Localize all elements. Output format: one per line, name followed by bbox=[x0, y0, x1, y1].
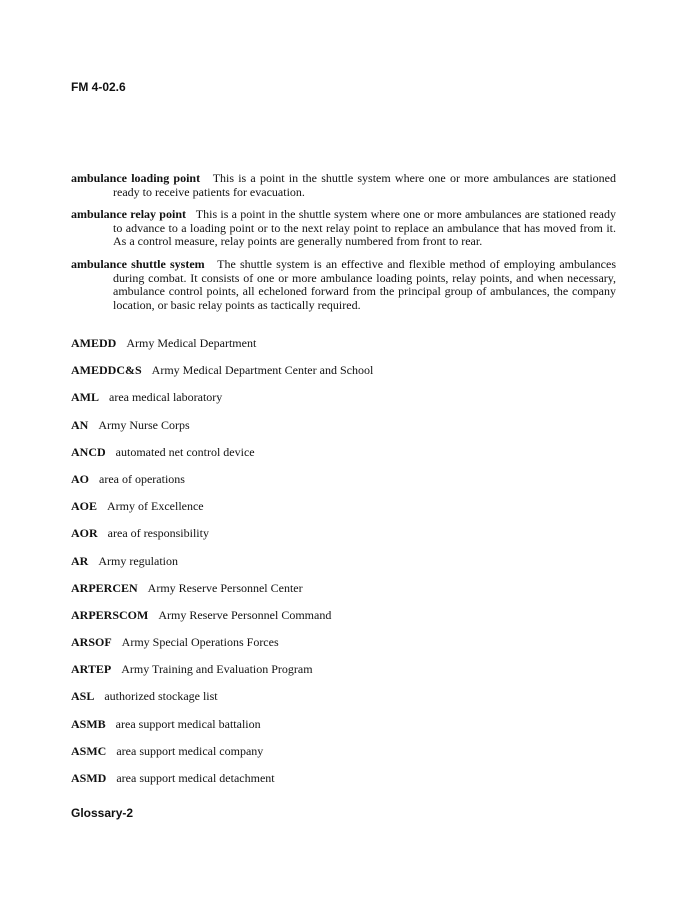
abbreviation-text: Army Training and Evaluation Program bbox=[121, 662, 313, 677]
abbreviation-entry bbox=[71, 390, 616, 417]
definition-text: This is a point in the shuttle system where one or more ambulances are stationed ready to receive patients for evacuation. bbox=[113, 171, 616, 199]
abbreviation-text: automated net control device bbox=[115, 444, 255, 459]
abbreviation-term: ASMB bbox=[71, 716, 106, 731]
abbreviation-entry bbox=[71, 608, 616, 635]
abbreviation-text: Army of Excellence bbox=[107, 499, 204, 514]
abbreviation-term: AR bbox=[71, 553, 89, 568]
abbreviations-list bbox=[71, 336, 616, 798]
abbreviation-text: area support medical company bbox=[116, 743, 264, 758]
definition-entry bbox=[71, 172, 616, 199]
abbreviation-text: Army Medical Department Center and School bbox=[151, 363, 374, 378]
abbreviation-entry bbox=[71, 717, 616, 744]
abbreviation-text: Army regulation bbox=[98, 553, 178, 568]
abbreviation-text: area support medical battalion bbox=[115, 716, 261, 731]
definition-term: ambulance relay point bbox=[71, 207, 186, 222]
abbreviation-entry bbox=[71, 336, 616, 363]
abbreviation-term: ANCD bbox=[71, 444, 106, 459]
abbreviation-text: Army Reserve Personnel Command bbox=[158, 607, 332, 622]
abbreviation-term: AO bbox=[71, 471, 89, 486]
definition-entry bbox=[71, 208, 616, 249]
abbreviation-entry bbox=[71, 771, 616, 798]
abbreviation-term: AOR bbox=[71, 526, 98, 541]
abbreviation-term: AML bbox=[71, 390, 99, 405]
abbreviation-text: Army Medical Department bbox=[126, 336, 257, 350]
abbreviation-term: ASMD bbox=[71, 771, 107, 785]
abbreviation-entry bbox=[71, 363, 616, 390]
abbreviation-entry bbox=[71, 418, 616, 445]
page-footer-label: Glossary-2 bbox=[71, 806, 134, 820]
abbreviation-term: AOE bbox=[71, 499, 98, 514]
abbreviation-entry bbox=[71, 445, 616, 472]
abbreviation-entry bbox=[71, 472, 616, 499]
definition-text: The shuttle system is an effective and flexible method of employing ambulances during combat. It consists of one or more ambulance loading points, relay points, and when necessary, ambulance control points, all echeloned forward from the principal group of ambulances, the company location, or basic relay points as tactically required. bbox=[113, 256, 616, 312]
abbreviation-text: area of responsibility bbox=[107, 526, 209, 541]
abbreviation-term: ASL bbox=[71, 689, 95, 704]
definitions-list bbox=[71, 172, 616, 321]
abbreviation-entry bbox=[71, 744, 616, 771]
page-header-doc-id: FM 4-02.6 bbox=[71, 80, 126, 94]
abbreviation-text: Army Special Operations Forces bbox=[121, 635, 279, 650]
abbreviation-text: area of operations bbox=[99, 471, 185, 486]
definition-entry bbox=[71, 258, 616, 312]
abbreviation-term: ASMC bbox=[71, 743, 107, 758]
abbreviation-entry bbox=[71, 635, 616, 662]
abbreviation-text: area support medical detachment bbox=[116, 771, 275, 785]
abbreviation-entry bbox=[71, 581, 616, 608]
abbreviation-entry bbox=[71, 662, 616, 689]
definition-text: This is a point in the shuttle system where one or more ambulances are stationed ready to advance to a loading point or to the next relay point to replace an ambulance that has moved from it. As a control measure, relay points are generally numbered from front to rear. bbox=[113, 207, 617, 249]
abbreviation-text: Army Nurse Corps bbox=[98, 417, 190, 432]
abbreviation-term: ARPERSCOM bbox=[71, 607, 149, 622]
abbreviation-text: area medical laboratory bbox=[109, 390, 223, 405]
abbreviation-term: AMEDD bbox=[71, 336, 117, 350]
abbreviation-term: ARPERCEN bbox=[71, 580, 138, 595]
definition-term: ambulance loading point bbox=[71, 171, 201, 185]
abbreviation-term: AN bbox=[71, 417, 89, 432]
abbreviation-text: Army Reserve Personnel Center bbox=[147, 580, 303, 595]
abbreviation-term: ARTEP bbox=[71, 662, 112, 677]
abbreviation-text: authorized stockage list bbox=[104, 689, 218, 704]
abbreviation-entry bbox=[71, 689, 616, 716]
definition-term: ambulance shuttle system bbox=[71, 256, 205, 271]
abbreviation-entry bbox=[71, 554, 616, 581]
abbreviation-term: ARSOF bbox=[71, 635, 112, 650]
abbreviation-term: AMEDDC&S bbox=[71, 363, 142, 378]
abbreviation-entry bbox=[71, 499, 616, 526]
abbreviation-entry bbox=[71, 526, 616, 553]
